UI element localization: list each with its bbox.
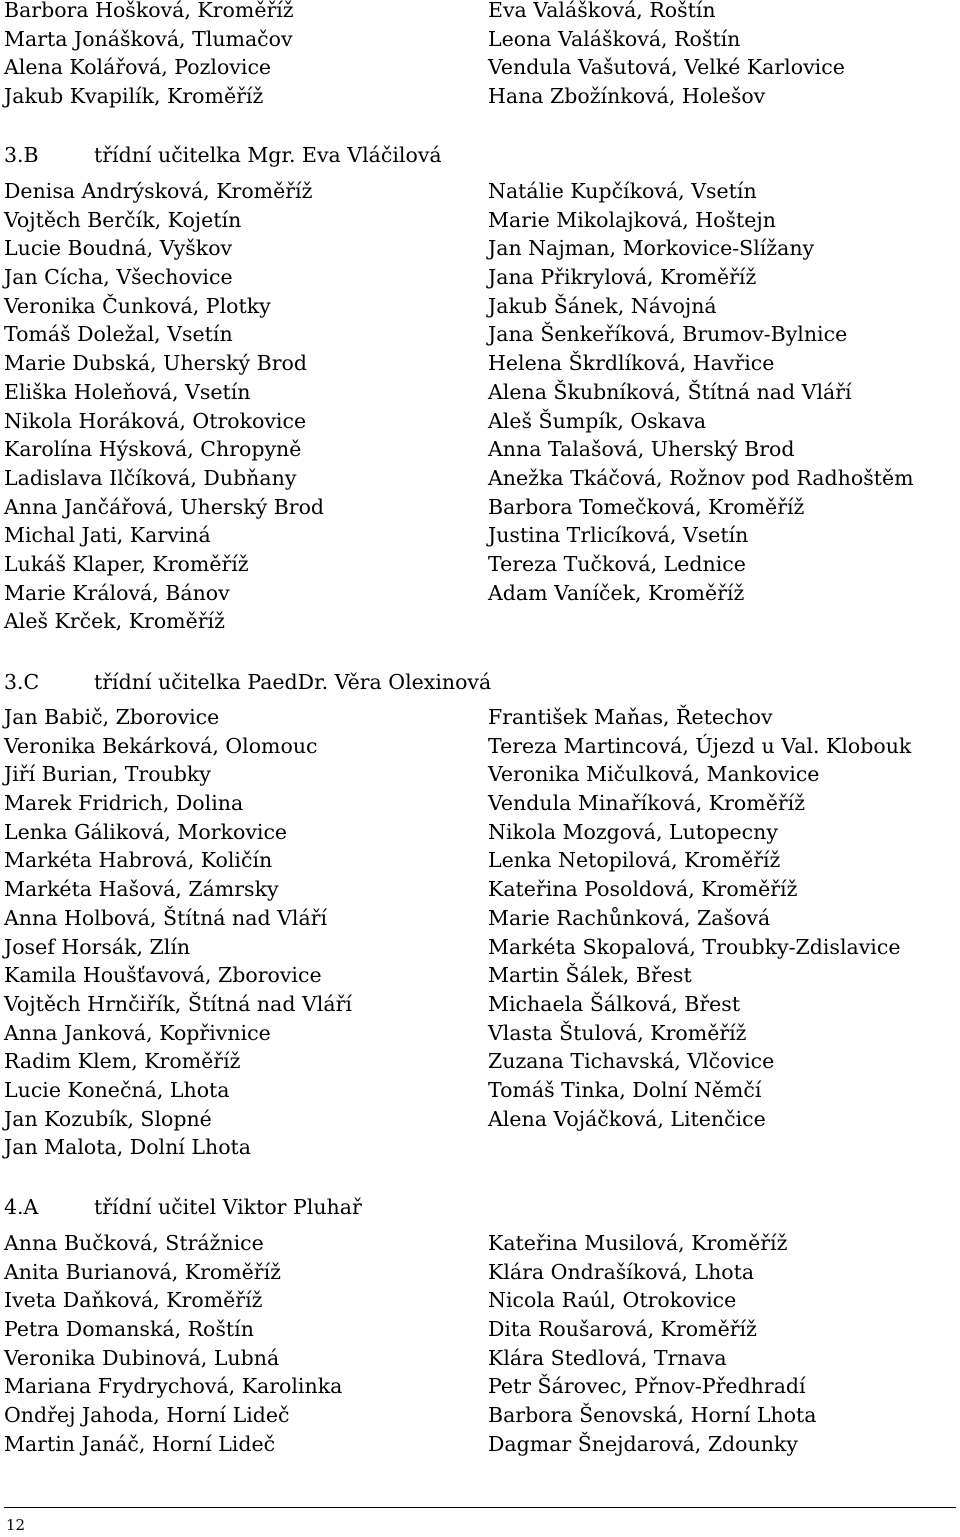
student-entry: Ladislava Ilčíková, Dubňany — [4, 465, 297, 490]
student-entry: Alena Vojáčková, Litenčice — [488, 1106, 766, 1131]
student-entry: Alena Kolářová, Pozlovice — [4, 55, 272, 80]
student-entry: Ondřej Jahoda, Horní Lideč — [4, 1403, 290, 1428]
footer-divider — [4, 1507, 956, 1508]
student-entry: Tomáš Doležal, Vsetín — [4, 322, 233, 347]
student-entry: Martin Šálek, Břest — [488, 963, 692, 988]
student-entry: Martin Janáč, Horní Lideč — [4, 1431, 276, 1456]
student-entry: Adam Vaníček, Kroměříž — [488, 580, 745, 605]
student-entry: Nikola Horáková, Otrokovice — [4, 408, 307, 433]
class-teacher: třídní učitelka Mgr. Eva Vláčilová — [94, 143, 442, 167]
student-list-right — [488, 703, 956, 1162]
student-entry: Petr Šárovec, Přnov-Předhradí — [488, 1374, 806, 1399]
student-entry: Markéta Skopalová, Troubky-Zdislavice — [488, 934, 901, 959]
student-entry: Dagmar Šnejdarová, Zdounky — [488, 1431, 798, 1456]
section-4a-students — [4, 1229, 956, 1459]
student-entry: Josef Horsák, Zlín — [4, 934, 191, 959]
page-number: 12 — [6, 1516, 26, 1534]
student-entry: Anežka Tkáčová, Rožnov pod Radhoštěm — [488, 465, 914, 490]
student-entry: Tomáš Tinka, Dolní Němčí — [488, 1077, 762, 1102]
student-entry: Tereza Martincová, Újezd u Val. Klobouk — [488, 733, 912, 758]
section-3c-students — [4, 703, 956, 1162]
student-entry: Jan Malota, Dolní Lhota — [4, 1135, 251, 1160]
student-list-right — [488, 1229, 956, 1459]
class-heading-3c — [4, 668, 491, 697]
student-entry: Radim Klem, Kroměříž — [4, 1049, 241, 1074]
section-3a-continued — [4, 0, 956, 111]
student-entry: Justina Trlicíková, Vsetín — [488, 523, 749, 548]
student-entry: Jan Najman, Morkovice-Slížany — [488, 236, 815, 261]
student-entry: Marie Dubská, Uherský Brod — [4, 351, 307, 376]
student-entry: Markéta Hašová, Zámrsky — [4, 877, 279, 902]
student-entry: Vendula Minaříková, Kroměříž — [488, 791, 805, 816]
student-entry: Kamila Houšťavová, Zborovice — [4, 963, 322, 988]
student-entry: Vendula Vašutová, Velké Karlovice — [488, 55, 845, 80]
student-entry: Kateřina Musilová, Kroměříž — [488, 1231, 788, 1255]
student-entry: Jan Kozubík, Slopné — [4, 1106, 212, 1131]
student-entry: Petra Domanská, Roštín — [4, 1317, 254, 1342]
student-entry: Alena Škubníková, Štítná nad Vláří — [488, 379, 852, 404]
student-entry: Lukáš Klaper, Kroměříž — [4, 551, 249, 576]
student-entry: Denisa Andrýsková, Kroměříž — [4, 179, 313, 203]
class-teacher: třídní učitel Viktor Pluhař — [94, 1195, 362, 1219]
student-entry: Anna Talašová, Uherský Brod — [488, 437, 795, 462]
student-entry: Jana Šenkeříková, Brumov-Bylnice — [488, 322, 848, 347]
student-entry: Aleš Krček, Kroměříž — [4, 609, 225, 634]
student-entry: Michaela Šálková, Břest — [488, 991, 741, 1016]
student-entry: Veronika Dubinová, Lubná — [4, 1345, 280, 1370]
student-entry: Veronika Bekárková, Olomouc — [4, 733, 318, 758]
student-entry: Jakub Kvapilík, Kroměříž — [4, 84, 264, 109]
class-heading-4a — [4, 1193, 362, 1222]
class-name: 4.A — [4, 1195, 39, 1219]
student-entry: Veronika Čunková, Plotky — [4, 293, 271, 318]
student-entry: Anna Bučková, Strážnice — [4, 1231, 264, 1255]
student-entry: Vojtěch Berčík, Kojetín — [4, 207, 242, 232]
student-entry: Veronika Mičulková, Mankovice — [488, 762, 820, 787]
student-list-left — [4, 0, 488, 111]
student-entry: Hana Zbožínková, Holešov — [488, 84, 766, 109]
student-entry: Jiří Burian, Troubky — [4, 762, 211, 787]
student-entry: Vlasta Štulová, Kroměříž — [488, 1020, 747, 1045]
student-entry: Anna Jančářová, Uherský Brod — [4, 494, 325, 519]
student-entry: Zuzana Tichavská, Vlčovice — [488, 1049, 775, 1074]
student-entry: Lucie Boudná, Vyškov — [4, 236, 233, 261]
student-entry: Nikola Mozgová, Lutopecny — [488, 819, 778, 844]
student-entry: Marie Rachůnková, Zašová — [488, 905, 771, 930]
student-entry: Lenka Gáliková, Morkovice — [4, 819, 288, 844]
student-list-left — [4, 1229, 488, 1459]
student-entry: Jan Babič, Zborovice — [4, 705, 220, 729]
student-list-left — [4, 703, 488, 1162]
student-list-left — [4, 177, 488, 636]
student-entry: Jakub Šánek, Návojná — [488, 293, 717, 318]
class-name: 3.C — [4, 670, 40, 694]
student-entry: Anna Janková, Kopřivnice — [4, 1020, 271, 1045]
student-entry: Michal Jati, Karviná — [4, 523, 211, 548]
student-entry: Aleš Šumpík, Oskava — [488, 408, 707, 433]
student-entry: Anita Burianová, Kroměříž — [4, 1259, 281, 1284]
student-list-right — [488, 0, 956, 111]
student-entry: Klára Ondrašíková, Lhota — [488, 1259, 755, 1284]
student-entry: Jana Přikrylová, Kroměříž — [488, 265, 757, 290]
student-entry: Iveta Daňková, Kroměříž — [4, 1288, 263, 1313]
student-entry: Anna Holbová, Štítná nad Vláří — [4, 905, 328, 930]
student-entry: Helena Škrdlíková, Havřice — [488, 351, 775, 376]
student-entry: Barbora Hošková, Kroměříž — [4, 0, 294, 22]
student-entry: Barbora Šenovská, Horní Lhota — [488, 1403, 817, 1428]
student-entry: Mariana Frydrychová, Karolinka — [4, 1374, 343, 1399]
student-entry: Klára Stedlová, Trnava — [488, 1345, 727, 1370]
student-entry: Marek Fridrich, Dolina — [4, 791, 244, 816]
student-entry: Marie Mikolajková, Hoštejn — [488, 207, 776, 232]
student-entry: Kateřina Posoldová, Kroměříž — [488, 877, 798, 902]
student-entry: Marta Jonášková, Tlumačov — [4, 26, 293, 51]
student-entry: Lenka Netopilová, Kroměříž — [488, 848, 781, 873]
student-entry: Jan Cícha, Všechovice — [4, 265, 233, 290]
student-entry: Eva Valášková, Roštín — [488, 0, 716, 22]
student-entry: Barbora Tomečková, Kroměříž — [488, 494, 805, 519]
student-list-right — [488, 177, 956, 636]
class-heading-3b — [4, 141, 442, 170]
student-entry: Leona Valášková, Roštín — [488, 26, 741, 51]
student-entry: Nicola Raúl, Otrokovice — [488, 1288, 737, 1313]
class-teacher: třídní učitelka PaedDr. Věra Olexinová — [94, 670, 492, 694]
student-entry: Lucie Konečná, Lhota — [4, 1077, 230, 1102]
student-entry: Marie Králová, Bánov — [4, 580, 230, 605]
student-entry: Eliška Holeňová, Vsetín — [4, 379, 251, 404]
student-entry: Tereza Tučková, Lednice — [488, 551, 746, 576]
class-name: 3.B — [4, 143, 39, 167]
student-entry: Vojtěch Hrnčiřík, Štítná nad Vláří — [4, 991, 352, 1016]
student-entry: Dita Roušarová, Kroměříž — [488, 1317, 757, 1342]
section-3b-students — [4, 177, 956, 636]
student-entry: Karolína Hýsková, Chropyně — [4, 437, 302, 462]
student-entry: Markéta Habrová, Količín — [4, 848, 273, 873]
student-entry: Natálie Kupčíková, Vsetín — [488, 179, 757, 203]
student-entry: František Maňas, Řetechov — [488, 705, 773, 729]
